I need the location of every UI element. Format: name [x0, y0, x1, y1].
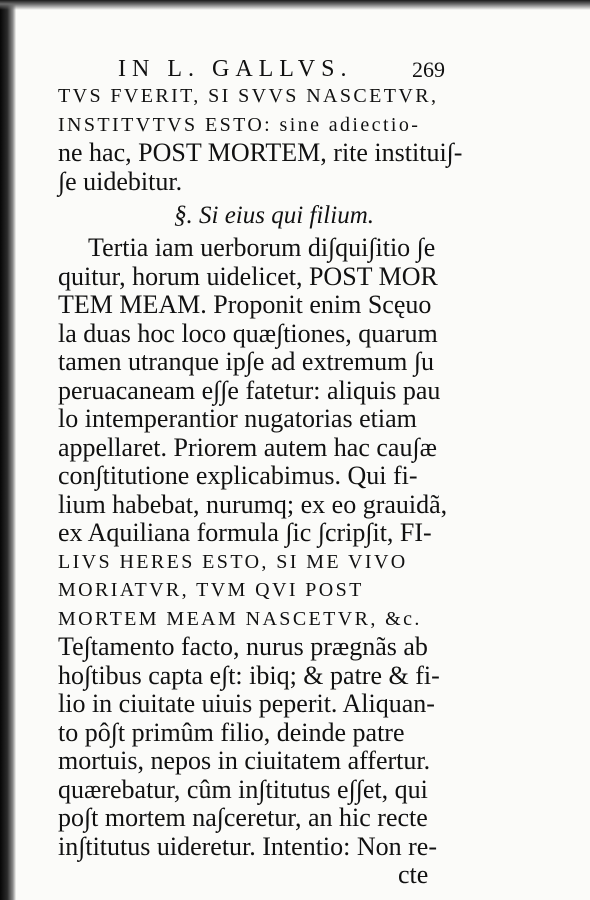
page-top-edge — [0, 0, 590, 10]
body-text — [58, 82, 463, 890]
section-heading: §. Si eius qui filium. — [174, 202, 374, 229]
page-number: 269 — [412, 57, 445, 82]
text-line: ho∫tibus capta e∫t: ibiq; & patre & fi- — [58, 660, 440, 690]
text-line: quærebatur, cûm in∫titutus e∫∫et, qui — [58, 774, 428, 804]
text-line: appellaret. Priorem autem hac cau∫æ — [58, 432, 437, 462]
catchword: cte — [398, 860, 429, 889]
text-line: con∫titutione explicabimus. Qui fi- — [58, 461, 418, 490]
text-line: to pô∫t primûm filio, deinde patre — [58, 717, 405, 747]
text-line: ne hac, POST MORTEM, rite institui∫- — [58, 138, 463, 167]
text-line: TVS FVERIT, SI SVVS NASCETVR, — [58, 85, 439, 107]
binding-shadow — [0, 0, 16, 900]
text-line: TEM MEAM. Proponit enim Scęuo — [58, 290, 432, 319]
text-line: quitur, horum uidelicet, POST MOR — [58, 261, 438, 291]
text-line: peruacaneam e∫∫e fatetur: aliquis pau — [58, 375, 441, 405]
text-line: ex Aquiliana formula ∫ic ∫crip∫it, FI- — [58, 518, 432, 547]
text-line: tamen utranque ip∫e ad extremum ∫u — [58, 347, 434, 376]
text-line: lo intemperantior nugatorias etiam — [58, 404, 417, 433]
text-line: lio in ciuitate uiuis peperit. Aliquan- — [58, 689, 435, 718]
text-line: la duas hoc loco quæ∫tiones, quarum — [58, 318, 438, 348]
text-line: MORTEM MEAM NASCETVR, &c. — [58, 607, 422, 630]
text-line: MORIATVR, TVM QVI POST — [58, 579, 364, 601]
text-line: Te∫tamento facto, nurus prægnãs ab — [58, 632, 428, 661]
running-head: IN L. GALLVS. — [118, 56, 353, 82]
text-line: LIVS HERES ESTO, SI ME VIVO — [58, 550, 408, 573]
text-line: lium habebat, nurumq; ex eo grauidã, — [58, 489, 448, 519]
text-line: po∫t mortem na∫ceretur, an hic recte — [58, 803, 428, 832]
text-line: in∫titutus uideretur. Intentio: Non re- — [58, 831, 437, 861]
text-line: Tertia iam uerborum di∫qui∫itio ∫e — [88, 233, 436, 262]
text-line: INSTITVTVS ESTO: sine adiectio- — [58, 113, 421, 136]
text-line: ∫e uidebitur. — [58, 166, 183, 196]
text-line: mortuis, nepos in ciuitatem affertur. — [58, 746, 431, 775]
